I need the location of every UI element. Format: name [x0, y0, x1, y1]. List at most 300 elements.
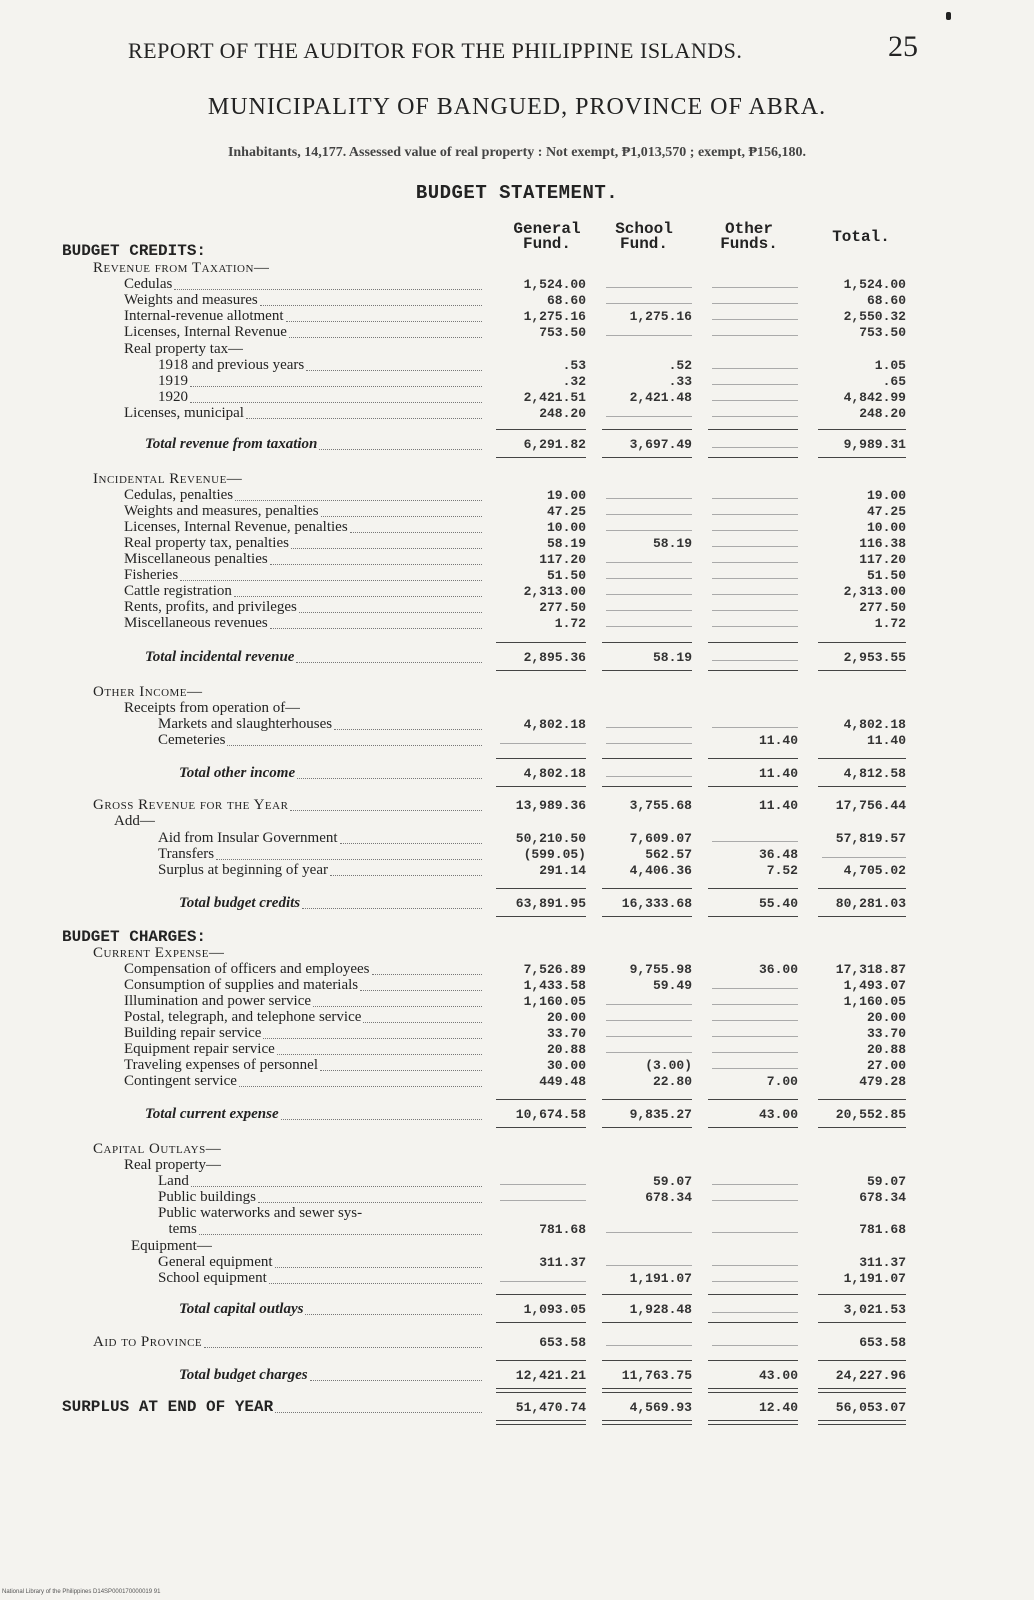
- blank-cell-line: [606, 776, 692, 777]
- blank-cell-line: [606, 594, 692, 595]
- blank-cell-line: [712, 368, 798, 369]
- cell-school-fund: 1,191.07: [629, 1271, 692, 1286]
- dot-leader: [270, 564, 482, 565]
- row-label: Total capital outlays: [179, 1301, 304, 1317]
- row-label: Contingent service: [124, 1073, 237, 1089]
- table-row: [0, 649, 1034, 666]
- blank-cell-line: [712, 1020, 798, 1021]
- cell-general-fund: 277.50: [539, 600, 586, 615]
- total-rule: [496, 457, 586, 458]
- table-row: [0, 1270, 1034, 1287]
- blank-cell-line: [500, 1200, 586, 1201]
- row-label: Compensation of officers and employees: [124, 961, 370, 977]
- row-label: School equipment: [158, 1270, 267, 1286]
- blank-cell-line: [606, 1052, 692, 1053]
- blank-cell-line: [606, 1020, 692, 1021]
- row-label: Add—: [114, 813, 155, 829]
- total-rule: [602, 1392, 692, 1393]
- table-row: [0, 945, 1034, 962]
- blank-cell-line: [712, 1265, 798, 1266]
- total-rule: [602, 916, 692, 917]
- blank-cell-line: [606, 1004, 692, 1005]
- table-row: [0, 551, 1034, 568]
- table-row: [0, 292, 1034, 309]
- dot-leader: [258, 1202, 482, 1203]
- cell-general-fund: 58.19: [546, 536, 586, 551]
- cell-total: 27.00: [866, 1058, 906, 1073]
- total-rule: [818, 1294, 906, 1295]
- row-label: Weights and measures: [124, 292, 258, 308]
- table-row: [0, 813, 1034, 830]
- table-row: [0, 487, 1034, 504]
- total-rule: [602, 1420, 692, 1421]
- blank-cell-line: [712, 530, 798, 531]
- dot-leader: [260, 305, 482, 306]
- cell-general-fund: 1,433.58: [523, 978, 586, 993]
- cell-school-fund: 11,763.75: [621, 1368, 692, 1383]
- total-rule: [496, 1360, 586, 1361]
- dot-leader: [199, 1234, 482, 1235]
- blank-cell-line: [500, 1184, 586, 1185]
- cell-school-fund: 562.57: [645, 847, 692, 862]
- dot-leader: [340, 843, 482, 844]
- table-row: [0, 436, 1034, 453]
- cell-general-fund: 653.58: [539, 1335, 586, 1350]
- total-rule: [818, 1420, 906, 1421]
- table-row: [0, 1073, 1034, 1090]
- cell-general-fund: 4,802.18: [523, 766, 586, 781]
- cell-total: 51.50: [866, 568, 906, 583]
- blank-cell-line: [606, 1036, 692, 1037]
- row-label: Licenses, Internal Revenue: [124, 324, 287, 340]
- blank-cell-line: [606, 335, 692, 336]
- table-row: [0, 1254, 1034, 1271]
- dot-leader: [190, 402, 482, 403]
- cell-school-fund: 9,755.98: [629, 962, 692, 977]
- row-label: Internal-revenue allotment: [124, 308, 284, 324]
- blank-cell-line: [606, 514, 692, 515]
- table-row: [0, 732, 1034, 749]
- cell-total: 20.00: [866, 1010, 906, 1025]
- cell-school-fund: 4,569.93: [629, 1400, 692, 1415]
- row-label: Licenses, Internal Revenue, penalties: [124, 519, 348, 535]
- row-label: Fisheries: [124, 567, 179, 583]
- blank-cell-line: [712, 1232, 798, 1233]
- total-rule: [602, 642, 692, 643]
- cell-general-fund: 291.14: [539, 863, 586, 878]
- cell-general-fund: .32: [562, 374, 586, 389]
- dot-leader: [321, 516, 482, 517]
- ink-speck: [946, 12, 951, 20]
- cell-total: 1.05: [874, 358, 906, 373]
- cell-general-fund: 117.20: [539, 552, 586, 567]
- cell-school-fund: 58.19: [652, 650, 692, 665]
- total-rule: [496, 1099, 586, 1100]
- table-row: [0, 260, 1034, 277]
- total-rule: [496, 1388, 586, 1389]
- total-rule: [496, 1322, 586, 1323]
- table-row: [0, 615, 1034, 632]
- table-row: [0, 503, 1034, 520]
- table-row: [0, 862, 1034, 879]
- dot-leader: [227, 745, 482, 746]
- cell-general-fund: 7,526.89: [523, 962, 586, 977]
- double-rule: [496, 1424, 586, 1425]
- cell-other-funds: 43.00: [758, 1368, 798, 1383]
- table-row: [0, 716, 1034, 733]
- cell-general-fund: 13,989.36: [515, 798, 586, 813]
- total-rule: [818, 642, 906, 643]
- table-row: [0, 1106, 1034, 1123]
- table-row: [0, 1057, 1034, 1074]
- cell-school-fund: 9,835.27: [629, 1107, 692, 1122]
- table-row: [0, 357, 1034, 374]
- row-label: Miscellaneous penalties: [124, 551, 268, 567]
- blank-cell-line: [606, 303, 692, 304]
- table-row: [0, 700, 1034, 717]
- dot-leader: [270, 628, 482, 629]
- row-label: Capital Outlays—: [93, 1141, 222, 1157]
- total-rule: [708, 642, 798, 643]
- row-label: Cemeteries: [158, 732, 226, 748]
- cell-total: 4,802.18: [843, 717, 906, 732]
- row-label: Transfers: [158, 846, 215, 862]
- blank-cell-line: [712, 303, 798, 304]
- total-rule: [818, 1127, 906, 1128]
- page-number: 25: [888, 30, 918, 63]
- row-label: Total current expense: [145, 1106, 279, 1122]
- cell-total: 277.50: [859, 600, 906, 615]
- cell-total: 1,524.00: [843, 277, 906, 292]
- table-row: [0, 1157, 1034, 1174]
- cell-general-fund: 2,421.51: [523, 390, 586, 405]
- total-rule: [602, 1294, 692, 1295]
- cell-total: 3,021.53: [843, 1302, 906, 1317]
- cell-total: 248.20: [859, 406, 906, 421]
- row-label: Miscellaneous revenues: [124, 615, 268, 631]
- blank-cell-line: [712, 1312, 798, 1313]
- cell-total: 2,953.55: [843, 650, 906, 665]
- total-rule: [818, 1099, 906, 1100]
- cell-general-fund: 68.60: [546, 293, 586, 308]
- total-rule: [818, 888, 906, 889]
- row-label: Cedulas: [124, 276, 173, 292]
- total-rule: [708, 1388, 798, 1389]
- blank-cell-line: [606, 287, 692, 288]
- cell-total: .65: [882, 374, 906, 389]
- column-header-total: Total.: [832, 228, 890, 246]
- blank-cell-line: [606, 727, 692, 728]
- total-rule: [496, 1420, 586, 1421]
- total-rule: [818, 1322, 906, 1323]
- cell-general-fund: 12,421.21: [515, 1368, 586, 1383]
- row-label: Real property tax, penalties: [124, 535, 289, 551]
- dot-leader: [299, 612, 482, 613]
- column-header-other-funds: Other Funds.: [720, 220, 778, 253]
- total-rule: [496, 429, 586, 430]
- dot-leader: [306, 370, 482, 371]
- row-label: Total revenue from taxation: [145, 436, 318, 452]
- column-header-general-fund: General Fund.: [513, 220, 581, 253]
- cell-total: 10.00: [866, 520, 906, 535]
- row-label: tems: [168, 1221, 197, 1237]
- total-rule: [708, 1420, 798, 1421]
- row-label: Equipment repair service: [124, 1041, 275, 1057]
- table-row: [0, 977, 1034, 994]
- dot-leader: [190, 386, 482, 387]
- blank-cell-line: [822, 857, 906, 858]
- cell-total: 33.70: [866, 1026, 906, 1041]
- dot-leader: [263, 1038, 482, 1039]
- total-rule: [708, 1099, 798, 1100]
- blank-cell-line: [606, 1345, 692, 1346]
- row-label: Incidental Revenue—: [93, 471, 243, 487]
- table-row: [0, 567, 1034, 584]
- blank-cell-line: [606, 416, 692, 417]
- total-rule: [818, 457, 906, 458]
- inhabitants-line: Inhabitants, 14,177. Assessed value of real property : Not exempt, ₱1,013,570 ; exempt, ₱156,180.: [227, 145, 807, 160]
- cell-general-fund: 449.48: [539, 1074, 586, 1089]
- blank-cell-line: [712, 416, 798, 417]
- cell-school-fund: 7,609.07: [629, 831, 692, 846]
- blank-cell-line: [500, 1281, 586, 1282]
- cell-general-fund: 1,093.05: [523, 1302, 586, 1317]
- cell-general-fund: 6,291.82: [523, 437, 586, 452]
- total-rule: [496, 1392, 586, 1393]
- blank-cell-line: [712, 1004, 798, 1005]
- total-rule: [708, 888, 798, 889]
- row-label: Cattle registration: [124, 583, 232, 599]
- row-label: Rents, profits, and privileges: [124, 599, 297, 615]
- dot-leader: [275, 1267, 482, 1268]
- row-label: General equipment: [158, 1254, 273, 1270]
- cell-total: 4,705.02: [843, 863, 906, 878]
- dot-leader: [319, 449, 482, 450]
- blank-cell-line: [712, 287, 798, 288]
- table-row: [0, 341, 1034, 358]
- cell-other-funds: 36.00: [758, 962, 798, 977]
- table-row: [0, 830, 1034, 847]
- cell-general-fund: 311.37: [539, 1255, 586, 1270]
- table-row: [0, 471, 1034, 488]
- total-rule: [602, 1099, 692, 1100]
- total-rule: [708, 670, 798, 671]
- cell-general-fund: 10,674.58: [515, 1107, 586, 1122]
- table-row: [0, 1009, 1034, 1026]
- blank-cell-line: [712, 335, 798, 336]
- row-label: Building repair service: [124, 1025, 262, 1041]
- total-rule: [496, 758, 586, 759]
- blank-cell-line: [500, 743, 586, 744]
- dot-leader: [239, 1086, 482, 1087]
- total-rule: [708, 1127, 798, 1128]
- cell-total: 753.50: [859, 325, 906, 340]
- cell-total: 678.34: [859, 1190, 906, 1205]
- table-row: [0, 1173, 1034, 1190]
- cell-school-fund: 58.19: [652, 536, 692, 551]
- cell-school-fund: 59.07: [652, 1174, 692, 1189]
- total-rule: [818, 1392, 906, 1393]
- row-label: Cedulas, penalties: [124, 487, 234, 503]
- total-rule: [818, 429, 906, 430]
- table-row: [0, 583, 1034, 600]
- cell-other-funds: 36.48: [758, 847, 798, 862]
- total-rule: [708, 1360, 798, 1361]
- dot-leader: [360, 990, 482, 991]
- table-row: [0, 1189, 1034, 1206]
- cell-other-funds: 7.00: [766, 1074, 798, 1089]
- dot-leader: [296, 662, 482, 663]
- cell-school-fund: 16,333.68: [621, 896, 692, 911]
- running-head: REPORT OF THE AUDITOR FOR THE PHILIPPINE ISLANDS.: [128, 38, 743, 63]
- total-rule: [496, 786, 586, 787]
- blank-cell-line: [712, 841, 798, 842]
- cell-school-fund: 1,928.48: [629, 1302, 692, 1317]
- cell-general-fund: 33.70: [546, 1026, 586, 1041]
- table-row: [0, 1221, 1034, 1238]
- total-rule: [496, 670, 586, 671]
- table-row: [0, 846, 1034, 863]
- cell-general-fund: 10.00: [546, 520, 586, 535]
- row-label: Total incidental revenue: [145, 649, 295, 665]
- total-rule: [708, 786, 798, 787]
- table-row: [0, 308, 1034, 325]
- dot-leader: [291, 548, 482, 549]
- total-rule: [708, 1322, 798, 1323]
- blank-cell-line: [606, 610, 692, 611]
- cell-general-fund: 20.00: [546, 1010, 586, 1025]
- row-label: Surplus at beginning of year: [158, 862, 328, 878]
- municipality-title: MUNICIPALITY OF BANGUED, PROVINCE OF ABRA.: [207, 94, 827, 120]
- row-label: Aid from Insular Government: [158, 830, 338, 846]
- cell-school-fund: (3.00): [645, 1058, 692, 1073]
- dot-leader: [275, 1412, 482, 1413]
- cell-general-fund: (599.05): [523, 847, 586, 862]
- table-row: [0, 1399, 1034, 1416]
- total-rule: [708, 1294, 798, 1295]
- cell-general-fund: 1,160.05: [523, 994, 586, 1009]
- total-rule: [818, 916, 906, 917]
- cell-total: 57,819.57: [835, 831, 906, 846]
- dot-leader: [290, 810, 482, 811]
- cell-other-funds: 55.40: [758, 896, 798, 911]
- cell-total: 20,552.85: [835, 1107, 906, 1122]
- double-rule: [818, 1424, 906, 1425]
- row-label: Postal, telegraph, and telephone service: [124, 1009, 362, 1025]
- table-row: [0, 1041, 1034, 1058]
- dot-leader: [302, 908, 482, 909]
- row-label: Licenses, municipal: [124, 405, 244, 421]
- blank-cell-line: [712, 1068, 798, 1069]
- cell-school-fund: 4,406.36: [629, 863, 692, 878]
- table-row: [0, 599, 1034, 616]
- row-label: Public waterworks and sewer sys-: [158, 1205, 363, 1221]
- cell-general-fund: 781.68: [539, 1222, 586, 1237]
- dot-leader: [334, 729, 482, 730]
- cell-total: 4,842.99: [843, 390, 906, 405]
- blank-cell-line: [712, 626, 798, 627]
- cell-school-fund: 1,275.16: [629, 309, 692, 324]
- cell-total: 19.00: [866, 488, 906, 503]
- double-rule: [602, 1424, 692, 1425]
- cell-general-fund: 51.50: [546, 568, 586, 583]
- blank-cell-line: [712, 610, 798, 611]
- total-rule: [708, 758, 798, 759]
- cell-general-fund: 20.88: [546, 1042, 586, 1057]
- total-rule: [496, 1127, 586, 1128]
- dot-leader: [350, 532, 482, 533]
- cell-general-fund: 248.20: [539, 406, 586, 421]
- table-row: [0, 1141, 1034, 1158]
- cell-school-fund: .52: [668, 358, 692, 373]
- row-label: Other Income—: [93, 684, 203, 700]
- table-row: [0, 1367, 1034, 1384]
- dot-leader: [297, 778, 482, 779]
- cell-total: 59.07: [866, 1174, 906, 1189]
- cell-total: 2,313.00: [843, 584, 906, 599]
- cell-total: 20.88: [866, 1042, 906, 1057]
- table-row: [0, 405, 1034, 422]
- table-row: [0, 895, 1034, 912]
- cell-general-fund: 30.00: [546, 1058, 586, 1073]
- dot-leader: [320, 1070, 482, 1071]
- cell-total: 781.68: [859, 1222, 906, 1237]
- row-label: 1920: [158, 389, 188, 405]
- cell-general-fund: 47.25: [546, 504, 586, 519]
- dot-leader: [277, 1054, 482, 1055]
- row-label: Revenue from Taxation—: [93, 260, 270, 276]
- blank-cell-line: [606, 1265, 692, 1266]
- cell-general-fund: 4,802.18: [523, 717, 586, 732]
- cell-general-fund: 50,210.50: [515, 831, 586, 846]
- row-label: Markets and slaughterhouses: [158, 716, 333, 732]
- cell-school-fund: 22.80: [652, 1074, 692, 1089]
- row-label: Current Expense—: [93, 945, 225, 961]
- row-label: Real property—: [124, 1157, 222, 1173]
- table-row: [0, 993, 1034, 1010]
- total-rule: [496, 1294, 586, 1295]
- cell-total: 1,191.07: [843, 1271, 906, 1286]
- cell-other-funds: 12.40: [758, 1400, 798, 1415]
- dot-leader: [305, 1314, 482, 1315]
- total-rule: [818, 670, 906, 671]
- table-row: [0, 519, 1034, 536]
- row-label: Total budget credits: [179, 895, 301, 911]
- cell-total: 47.25: [866, 504, 906, 519]
- total-rule: [708, 457, 798, 458]
- double-rule: [708, 1424, 798, 1425]
- total-rule: [496, 888, 586, 889]
- blank-cell-line: [712, 578, 798, 579]
- cell-general-fund: 51,470.74: [515, 1400, 586, 1415]
- cell-other-funds: 43.00: [758, 1107, 798, 1122]
- blank-cell-line: [712, 1200, 798, 1201]
- cell-total: 24,227.96: [835, 1368, 906, 1383]
- row-label: BUDGET CHARGES:: [62, 929, 207, 946]
- row-label: Weights and measures, penalties: [124, 503, 319, 519]
- cell-total: 17,756.44: [835, 798, 906, 813]
- row-label: Gross Revenue for the Year: [93, 797, 289, 813]
- table-row: [0, 389, 1034, 406]
- blank-cell-line: [712, 727, 798, 728]
- row-label: Total budget charges: [179, 1367, 308, 1383]
- total-rule: [602, 1360, 692, 1361]
- dot-leader: [363, 1022, 482, 1023]
- cell-other-funds: 11.40: [758, 798, 798, 813]
- blank-cell-line: [712, 988, 798, 989]
- table-row: [0, 535, 1034, 552]
- cell-general-fund: 1,275.16: [523, 309, 586, 324]
